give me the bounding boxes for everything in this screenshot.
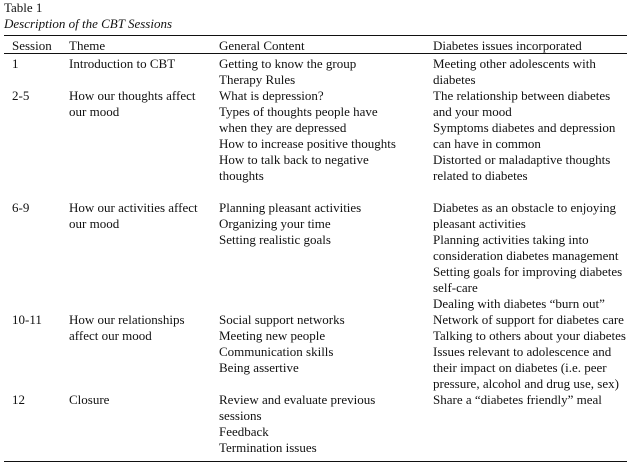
- header-diabetes: Diabetes issues incorporated: [433, 38, 582, 53]
- cell-diabetes: [433, 88, 627, 184]
- cell-diabetes: [433, 56, 627, 88]
- cell-line: related to diabetes: [433, 168, 528, 183]
- cell-line: affect our mood: [69, 328, 152, 343]
- cell-line: Distorted or maladaptive thoughts: [433, 152, 611, 167]
- cell-session: [12, 312, 62, 328]
- cell-content: [219, 200, 424, 248]
- cell-line: Therapy Rules: [219, 72, 296, 87]
- cell-theme: [69, 200, 211, 232]
- cell-line: Setting realistic goals: [219, 232, 331, 247]
- cell-line: Meeting other adolescents with: [433, 56, 596, 71]
- cell-line: our mood: [69, 104, 120, 119]
- cell-line: can have in common: [433, 136, 541, 151]
- cell-line: pressure, alcohol and drug use, sex): [433, 376, 619, 391]
- cell-line: when they are depressed: [219, 120, 347, 135]
- top-rule: [4, 35, 627, 36]
- cell-diabetes: [433, 312, 627, 392]
- cell-line: 12: [12, 392, 25, 407]
- cell-theme: [69, 392, 211, 408]
- cell-line: What is depression?: [219, 88, 324, 103]
- cell-content: [219, 56, 424, 88]
- header-content: General Content: [219, 38, 305, 53]
- cell-line: Termination issues: [219, 440, 317, 455]
- cell-line: How to increase positive thoughts: [219, 136, 396, 151]
- cell-line: Getting to know the group: [219, 56, 357, 71]
- cell-diabetes: [433, 200, 627, 312]
- cell-session: [12, 392, 62, 408]
- cell-line: The relationship between diabetes: [433, 88, 611, 103]
- cell-line: Symptoms diabetes and depression: [433, 120, 616, 135]
- cell-line: 10-11: [12, 312, 42, 327]
- cell-line: thoughts: [219, 168, 264, 183]
- cell-line: Introduction to CBT: [69, 56, 176, 71]
- cell-line: Meeting new people: [219, 328, 326, 343]
- cell-line: Setting goals for improving diabetes: [433, 264, 623, 279]
- cell-line: 6-9: [12, 200, 30, 215]
- cell-session: [12, 200, 62, 216]
- bottom-rule: [4, 461, 627, 462]
- cell-content: [219, 88, 424, 184]
- cell-content: [219, 312, 424, 376]
- cell-session: [12, 88, 62, 104]
- cell-line: Dealing with diabetes “burn out”: [433, 296, 605, 311]
- cell-line: Organizing your time: [219, 216, 331, 231]
- cell-line: and your mood: [433, 104, 512, 119]
- cell-line: How our relationships: [69, 312, 185, 327]
- cell-line: Feedback: [219, 424, 269, 439]
- cell-line: Network of support for diabetes care: [433, 312, 624, 327]
- cell-content: [219, 392, 424, 456]
- cell-line: Review and evaluate previous: [219, 392, 376, 407]
- cell-line: Planning pleasant activities: [219, 200, 362, 215]
- cell-line: self-care: [433, 280, 478, 295]
- cell-diabetes: [433, 392, 627, 408]
- cell-line: 1: [12, 56, 19, 71]
- cell-line: Diabetes as an obstacle to enjoying: [433, 200, 617, 215]
- cell-theme: [69, 88, 211, 120]
- cell-line: our mood: [69, 216, 120, 231]
- cell-line: pleasant activities: [433, 216, 526, 231]
- table-caption: Description of the CBT Sessions: [4, 16, 173, 31]
- cell-line: How our thoughts affect: [69, 88, 196, 103]
- header-session: Session: [12, 38, 52, 53]
- cell-theme: [69, 312, 211, 344]
- header-theme: Theme: [69, 38, 106, 53]
- table-label: Table 1: [4, 0, 43, 15]
- cell-session: [12, 56, 62, 72]
- cell-line: Issues relevant to adolescence and: [433, 344, 612, 359]
- cell-line: Share a “diabetes friendly” meal: [433, 392, 602, 407]
- cell-line: How to talk back to negative: [219, 152, 369, 167]
- cell-line: diabetes: [433, 72, 476, 87]
- cell-line: Closure: [69, 392, 110, 407]
- cell-theme: [69, 56, 211, 72]
- cell-line: consideration diabetes management: [433, 248, 619, 263]
- cell-line: Social support networks: [219, 312, 345, 327]
- cell-line: Talking to others about your diabetes: [433, 328, 626, 343]
- cell-line: sessions: [219, 408, 262, 423]
- cell-line: Communication skills: [219, 344, 334, 359]
- cell-line: Types of thoughts people have: [219, 104, 378, 119]
- cell-line: Being assertive: [219, 360, 299, 375]
- cell-line: Planning activities taking into: [433, 232, 589, 247]
- cell-line: 2-5: [12, 88, 30, 103]
- cell-line: their impact on diabetes (i.e. peer: [433, 360, 607, 375]
- cell-line: How our activities affect: [69, 200, 198, 215]
